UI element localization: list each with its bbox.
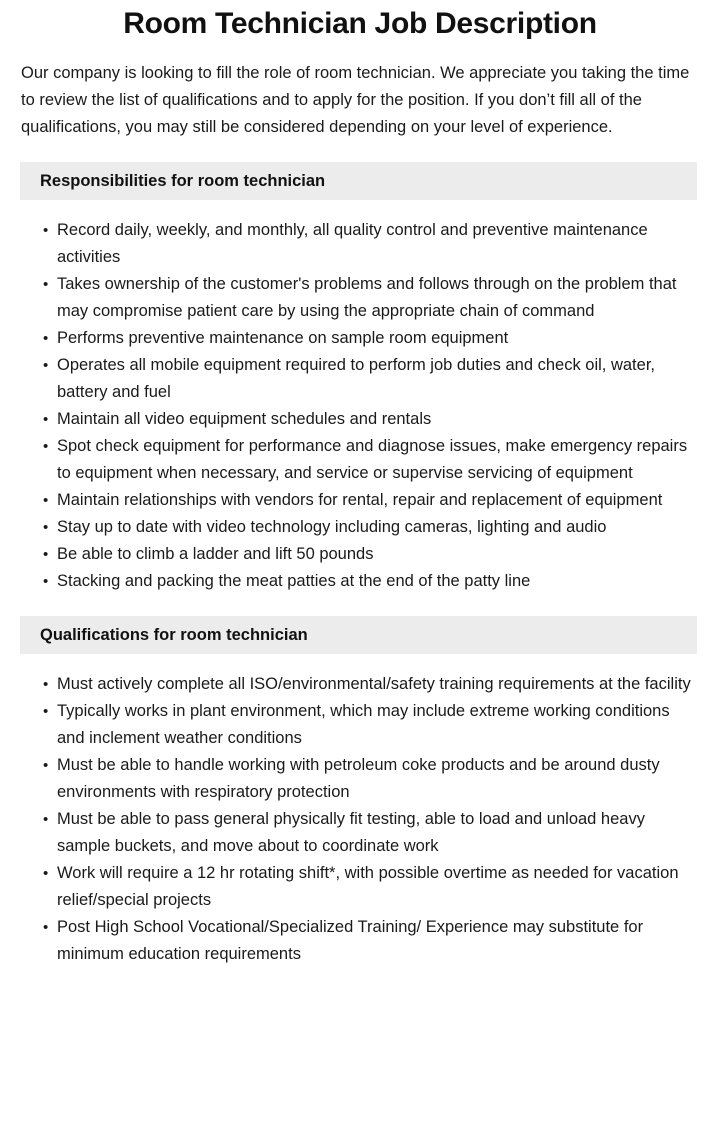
list-item: • Record daily, weekly, and monthly, all quality control and preventive maintenance activities <box>57 217 690 271</box>
responsibilities-list <box>0 200 720 595</box>
list-item: • Stay up to date with video technology including cameras, lighting and audio <box>57 514 690 541</box>
list-item: • Must actively complete all ISO/environmental/safety training requirements at the facility <box>57 671 698 698</box>
section-header-qualifications <box>20 616 697 654</box>
intro-paragraph: Our company is looking to fill the role of room technician. We appreciate you taking the time to review the list of qualifications and to apply for the position. If you don’t fill all of the qualifications, you may still be considered depending on your level of experience. <box>21 64 690 136</box>
list-item: • Operates all mobile equipment required to perform job duties and check oil, water, battery and fuel <box>57 352 690 406</box>
list-item: • Be able to climb a ladder and lift 50 pounds <box>57 541 690 568</box>
list-item: • Performs preventive maintenance on sample room equipment <box>57 325 690 352</box>
section-qualifications <box>0 616 720 968</box>
list-item: • Spot check equipment for performance and diagnose issues, make emergency repairs to equipment when necessary, and service or supervise servicing of equipment <box>57 433 690 487</box>
list-item: • Must be able to handle working with petroleum coke products and be around dusty environments with respiratory protection <box>57 752 698 806</box>
qualifications-list <box>0 654 720 968</box>
list-item: • Must be able to pass general physically fit testing, able to load and unload heavy sample buckets, and move about to coordinate work <box>57 806 698 860</box>
list-item: • Maintain all video equipment schedules and rentals <box>57 406 690 433</box>
list-item: • Takes ownership of the customer's problems and follows through on the problem that may compromise patient care by using the appropriate chain of command <box>57 271 690 325</box>
page-title: Room Technician Job Description <box>123 7 597 40</box>
section-header-label: Qualifications for room technician <box>40 626 308 644</box>
section-header-label: Responsibilities for room technician <box>40 172 326 190</box>
section-responsibilities <box>0 162 720 595</box>
list-item: • Work will require a 12 hr rotating shift*, with possible overtime as needed for vacation relief/special projects <box>57 860 698 914</box>
list-item: • Typically works in plant environment, which may include extreme working conditions and inclement weather conditions <box>57 698 698 752</box>
section-header-responsibilities <box>20 162 697 200</box>
list-item: • Post High School Vocational/Specialized Training/ Experience may substitute for minimum education requirements <box>57 914 698 968</box>
list-item: • Stacking and packing the meat patties at the end of the patty line <box>57 568 690 595</box>
list-item: • Maintain relationships with vendors for rental, repair and replacement of equipment <box>57 487 690 514</box>
